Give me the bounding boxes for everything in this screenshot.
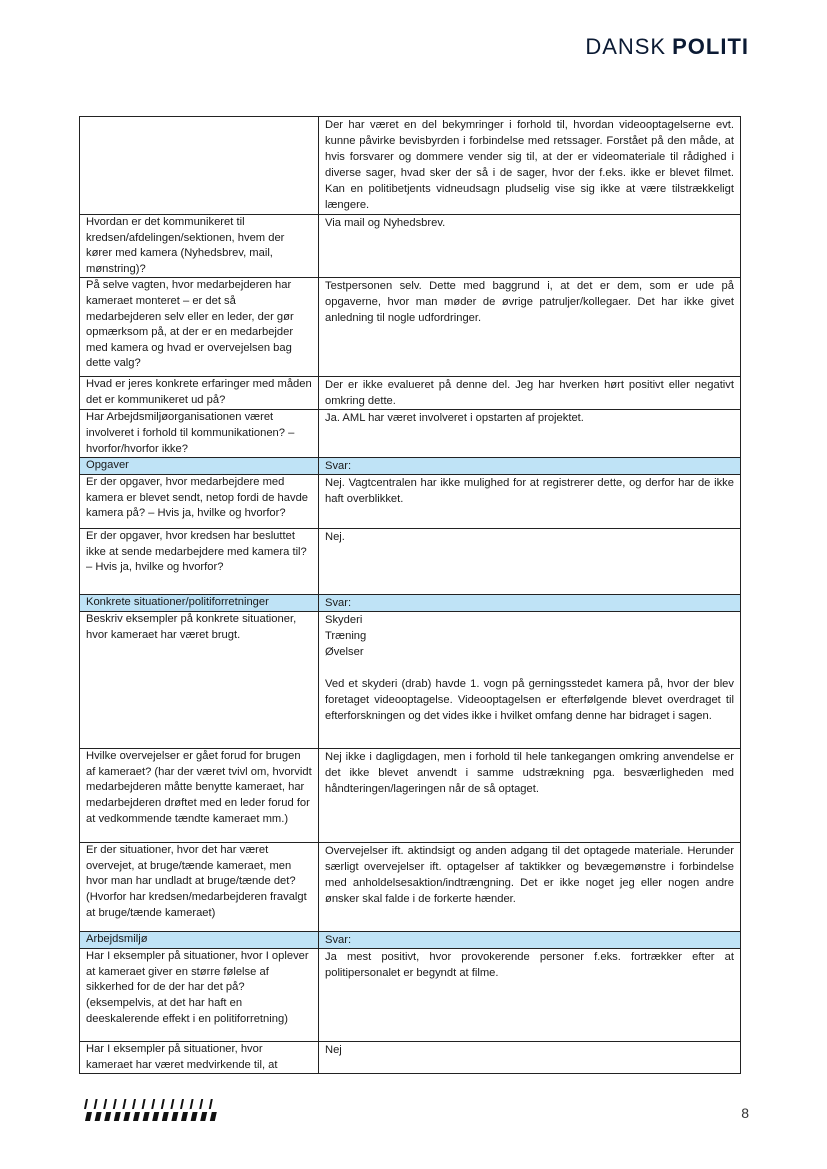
question-cell: Har I eksempler på situationer, hvor kameraet har været medvirkende til, at: [80, 1042, 319, 1074]
answer-paragraph: Nej ikke i dagligdagen, men i forhold til hele tankegangen omkring anvendelse er det ikke blevet anvendt i samme udstrækning pga. besværligheden med håndteringen/lageringen når de så optaget.: [325, 751, 734, 796]
table-row: [80, 749, 741, 843]
answer-cell: [319, 749, 741, 843]
brand-word-politi: POLITI: [672, 34, 749, 59]
answer-paragraph: Ja mest positivt, hvor provokerende personer f.eks. fortrækker efter at politipersonalet er begyndt at filme.: [325, 951, 734, 980]
question-cell: Hvilke overvejelser er gået forud for brugen af kameraet? (har der været tvivl om, hvorvidt medarbejderen måtte benytte kameraet, har medarbejderen drøftet med en leder forud for at vedkommende tændte kameraet mm.): [80, 749, 319, 843]
table-body: [80, 117, 741, 1074]
answer-paragraph: Skyderi: [325, 614, 363, 627]
answer-paragraph: Træning: [325, 630, 367, 643]
question-cell: Har Arbejdsmiljøorganisationen været involveret i forhold til kommunikationen? – hvorfor/hvorfor ikke?: [80, 410, 319, 458]
striped-bar-logo-icon: [80, 1098, 220, 1122]
table-row: [80, 529, 741, 595]
table-row: [80, 278, 741, 377]
table-row: [80, 215, 741, 278]
section-header-row: [80, 458, 741, 475]
answer-cell: [319, 949, 741, 1042]
question-cell: Hvad er jeres konkrete erfaringer med måden det er kommunikeret ud på?: [80, 377, 319, 410]
table-row: [80, 949, 741, 1042]
answer-paragraph: Svar:: [325, 934, 352, 947]
answer-cell: [319, 1042, 741, 1074]
answer-paragraph: Nej. Vagtcentralen har ikke mulighed for at registrerer dette, og derfor har de ikke haft overblikket.: [325, 477, 734, 506]
table-row: [80, 612, 741, 749]
question-cell: Er der opgaver, hvor kredsen har besluttet ikke at sende medarbejdere med kamera til? – Hvis ja, hvilke og hvorfor?: [80, 529, 319, 595]
answer-paragraph: Ved et skyderi (drab) havde 1. vogn på gerningsstedet kamera på, hvor der blev foretaget videooptagelse. Videooptagelsen er efterfølgende blevet overdraget til efterforskningen og det vides ikke i hvilket omfang denne har bidraget i sagen.: [325, 678, 734, 723]
answer-cell: [319, 377, 741, 410]
answer-cell: [319, 529, 741, 595]
answer-cell: [319, 843, 741, 932]
question-cell: Hvordan er det kommunikeret til kredsen/afdelingen/sektionen, hvem der kører med kamera (Nyhedsbrev, mail, mønstring)?: [80, 215, 319, 278]
section-title: Arbejdsmiljø: [80, 932, 319, 949]
question-cell: Beskriv eksempler på konkrete situationer, hvor kameraet har været brugt.: [80, 612, 319, 749]
interview-table: [79, 116, 741, 1074]
answer-paragraph: Svar:: [325, 460, 352, 473]
section-header-row: [80, 932, 741, 949]
answer-paragraph: [325, 660, 734, 676]
answer-paragraph: Der er ikke evalueret på denne del. Jeg har hverken hørt positivt eller negativt omkring dette.: [325, 379, 734, 408]
answer-cell: [319, 278, 741, 377]
answer-paragraph: Nej.: [325, 531, 345, 544]
answer-paragraph: Øvelser: [325, 646, 364, 659]
section-answer-label: [319, 595, 741, 612]
answer-paragraph: Ja. AML har været involveret i opstarten af projektet.: [325, 412, 584, 425]
section-answer-label: [319, 458, 741, 475]
section-title: Opgaver: [80, 458, 319, 475]
table-row: [80, 1042, 741, 1074]
section-title: Konkrete situationer/politiforretninger: [80, 595, 319, 612]
answer-cell: [319, 215, 741, 278]
question-cell: På selve vagten, hvor medarbejderen har kameraet monteret – er det så medarbejderen selv eller en leder, der gør opmærksom på, at der er en medarbejder med kamera og hvad er overvejelsen bag dette valg?: [80, 278, 319, 377]
question-cell: Har I eksempler på situationer, hvor I oplever at kameraet giver en større følelse af sikkerhed for de der har det på? (eksempelvis, at det har haft en deeskalerende effekt i en politiforretning): [80, 949, 319, 1042]
answer-paragraph: Via mail og Nyhedsbrev.: [325, 217, 446, 229]
answer-cell: [319, 475, 741, 529]
table-row: [80, 377, 741, 410]
table-row: [80, 843, 741, 932]
table-row: [80, 475, 741, 529]
page-number: 8: [741, 1105, 749, 1121]
answer-paragraph: Testpersonen selv. Dette med baggrund i, at det er dem, som er ude på opgaverne, hvor man møder de øvrige patruljer/kollegaer. Det har ikke givet anledning til nogle udfordringer.: [325, 280, 734, 325]
section-answer-label: [319, 932, 741, 949]
answer-paragraph: Der har været en del bekymringer i forhold til, hvordan videooptagelserne evt. kunne påvirke bevisbyrden i forbindelse med retssager. Forstået på den måde, at hvis forsvarer og dommere vender sig til, at der er videomateriale til rådighed i diverse sager, hvad sker der så i de sager, hvor der f.eks. ikke er blevet filmet. Kan en politibetjents vidneudsagn pludselig vise sig ikke at være tilstrækkeligt længere.: [325, 119, 734, 211]
section-header-row: [80, 595, 741, 612]
question-cell: [80, 117, 319, 215]
brand-logo: [585, 34, 749, 60]
answer-cell: [319, 612, 741, 749]
answer-paragraph: Svar:: [325, 597, 352, 610]
answer-paragraph: Overvejelser ift. aktindsigt og anden adgang til det optagede materiale. Herunder særligt overvejelser ift. optagelser af taktikker og bevægemønstre i forbindelse med anholdelsesaktion/indtrængning. Det er ikke noget jeg eller nogen andre ønsker skal falde i de forkerte hænder.: [325, 845, 734, 906]
question-cell: Er der situationer, hvor det har været overvejet, at bruge/tænde kameraet, men hvor man har undladt at bruge/tænde det? (Hvorfor har kredsen/medarbejderen fravalgt at bruge/tænde kameraet): [80, 843, 319, 932]
answer-cell: [319, 117, 741, 215]
table-row: [80, 410, 741, 458]
question-cell: Er der opgaver, hvor medarbejdere med kamera er blevet sendt, netop fordi de havde kamera på? – Hvis ja, hvilke og hvorfor?: [80, 475, 319, 529]
answer-cell: [319, 410, 741, 458]
table-row: [80, 117, 741, 215]
brand-word-dansk: DANSK: [585, 34, 667, 59]
answer-paragraph: Nej: [325, 1044, 342, 1057]
